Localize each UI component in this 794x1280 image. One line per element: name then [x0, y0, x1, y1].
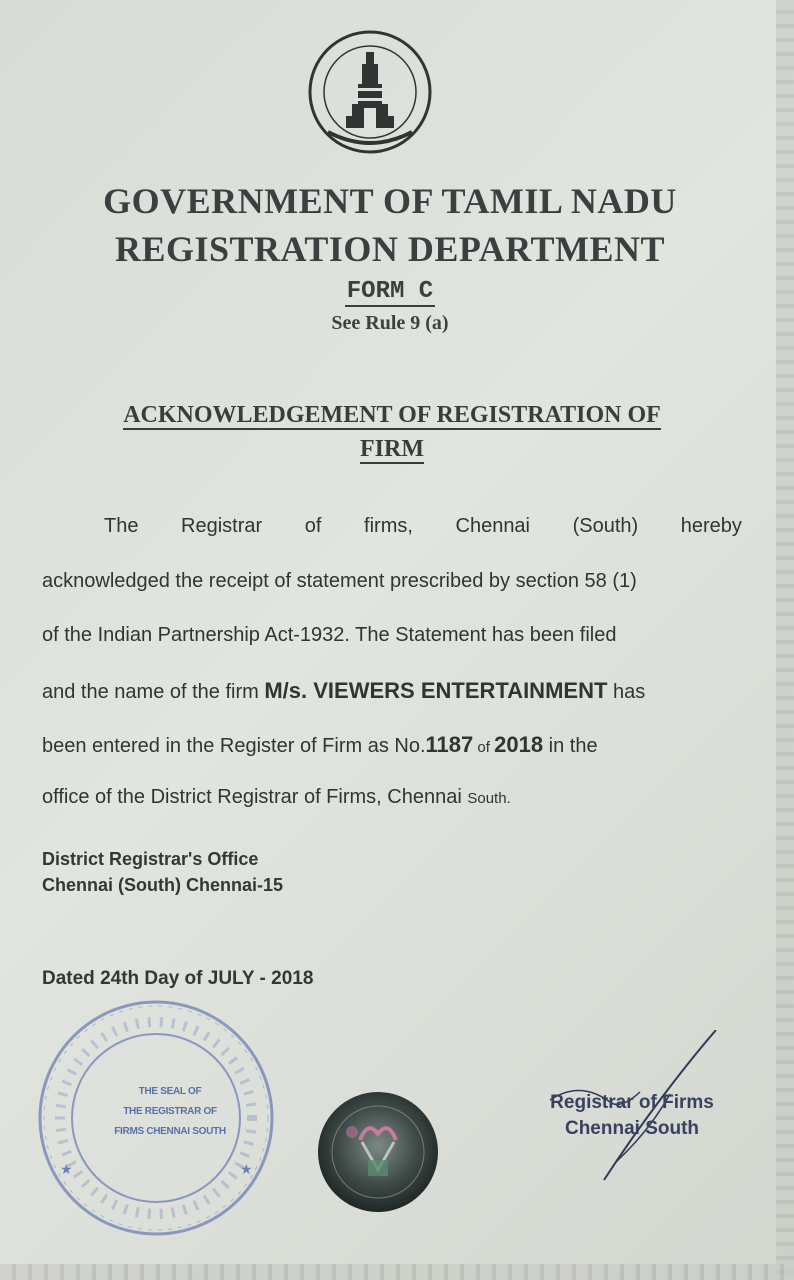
rule-reference: See Rule 9 (a) [331, 312, 449, 334]
office-line-1: District Registrar's Office [42, 849, 259, 869]
word: firms, [364, 515, 413, 537]
decorative-border-bottom [0, 1264, 794, 1280]
word: Chennai [455, 515, 531, 537]
word: (South) [572, 515, 639, 537]
body-line-5 [42, 732, 598, 758]
firm-name: M/s. VIEWERS ENTERTAINMENT [264, 678, 608, 703]
hologram-sticker-icon [316, 1090, 440, 1214]
signature-line-2: Chennai South [564, 1118, 700, 1139]
text-segment: has [607, 681, 646, 703]
body-line-1 [104, 515, 742, 538]
title-line-2: FIRM [360, 436, 424, 462]
word: hereby [680, 515, 742, 537]
office-line-2: Chennai (South) Chennai-15 [42, 875, 284, 895]
body-line-2: acknowledged the receipt of statement prescribed by section 58 (1) [42, 570, 637, 592]
body-line-4 [42, 678, 645, 704]
word: The [104, 515, 139, 537]
title-line-1: ACKNOWLEDGEMENT OF REGISTRATION OF [123, 402, 661, 428]
word: Registrar [181, 515, 263, 537]
text-segment: been entered in the Register of Firm as No. [42, 735, 426, 757]
registrar-signature-block [540, 1090, 724, 1142]
body-line-3: of the Indian Partnership Act-1932. The Statement has been filed [42, 624, 617, 646]
word: of [304, 515, 322, 537]
government-heading: GOVERNMENT OF TAMIL NADU [103, 181, 677, 221]
seal-line-2: THE REGISTRAR OF [123, 1106, 217, 1117]
text-segment: South. [467, 790, 511, 807]
office-address [42, 846, 283, 898]
svg-text:★: ★ [240, 1162, 253, 1178]
registration-year: 2018 [494, 732, 544, 757]
text-segment: of [473, 739, 495, 756]
document-title [60, 398, 724, 466]
text-segment: office of the District Registrar of Firms, Chennai [42, 786, 468, 808]
department-heading: REGISTRATION DEPARTMENT [115, 229, 665, 269]
signature-line-1: Registrar of Firms [550, 1092, 714, 1113]
body-line-6 [42, 786, 511, 809]
form-label: FORM C [346, 278, 434, 305]
svg-text:★: ★ [60, 1162, 73, 1178]
seal-line-1: THE SEAL OF [138, 1086, 202, 1097]
seal-line-3: FIRMS CHENNAI SOUTH [114, 1126, 226, 1137]
text-segment: and the name of the firm [42, 681, 265, 703]
form-label-wrap [0, 278, 780, 305]
text-segment: in the [543, 735, 598, 757]
seal-text [100, 1082, 240, 1142]
date-line: Dated 24th Day of JULY - 2018 [42, 968, 314, 989]
registration-number: 1187 [425, 732, 474, 757]
tamil-nadu-emblem-icon [306, 28, 434, 156]
